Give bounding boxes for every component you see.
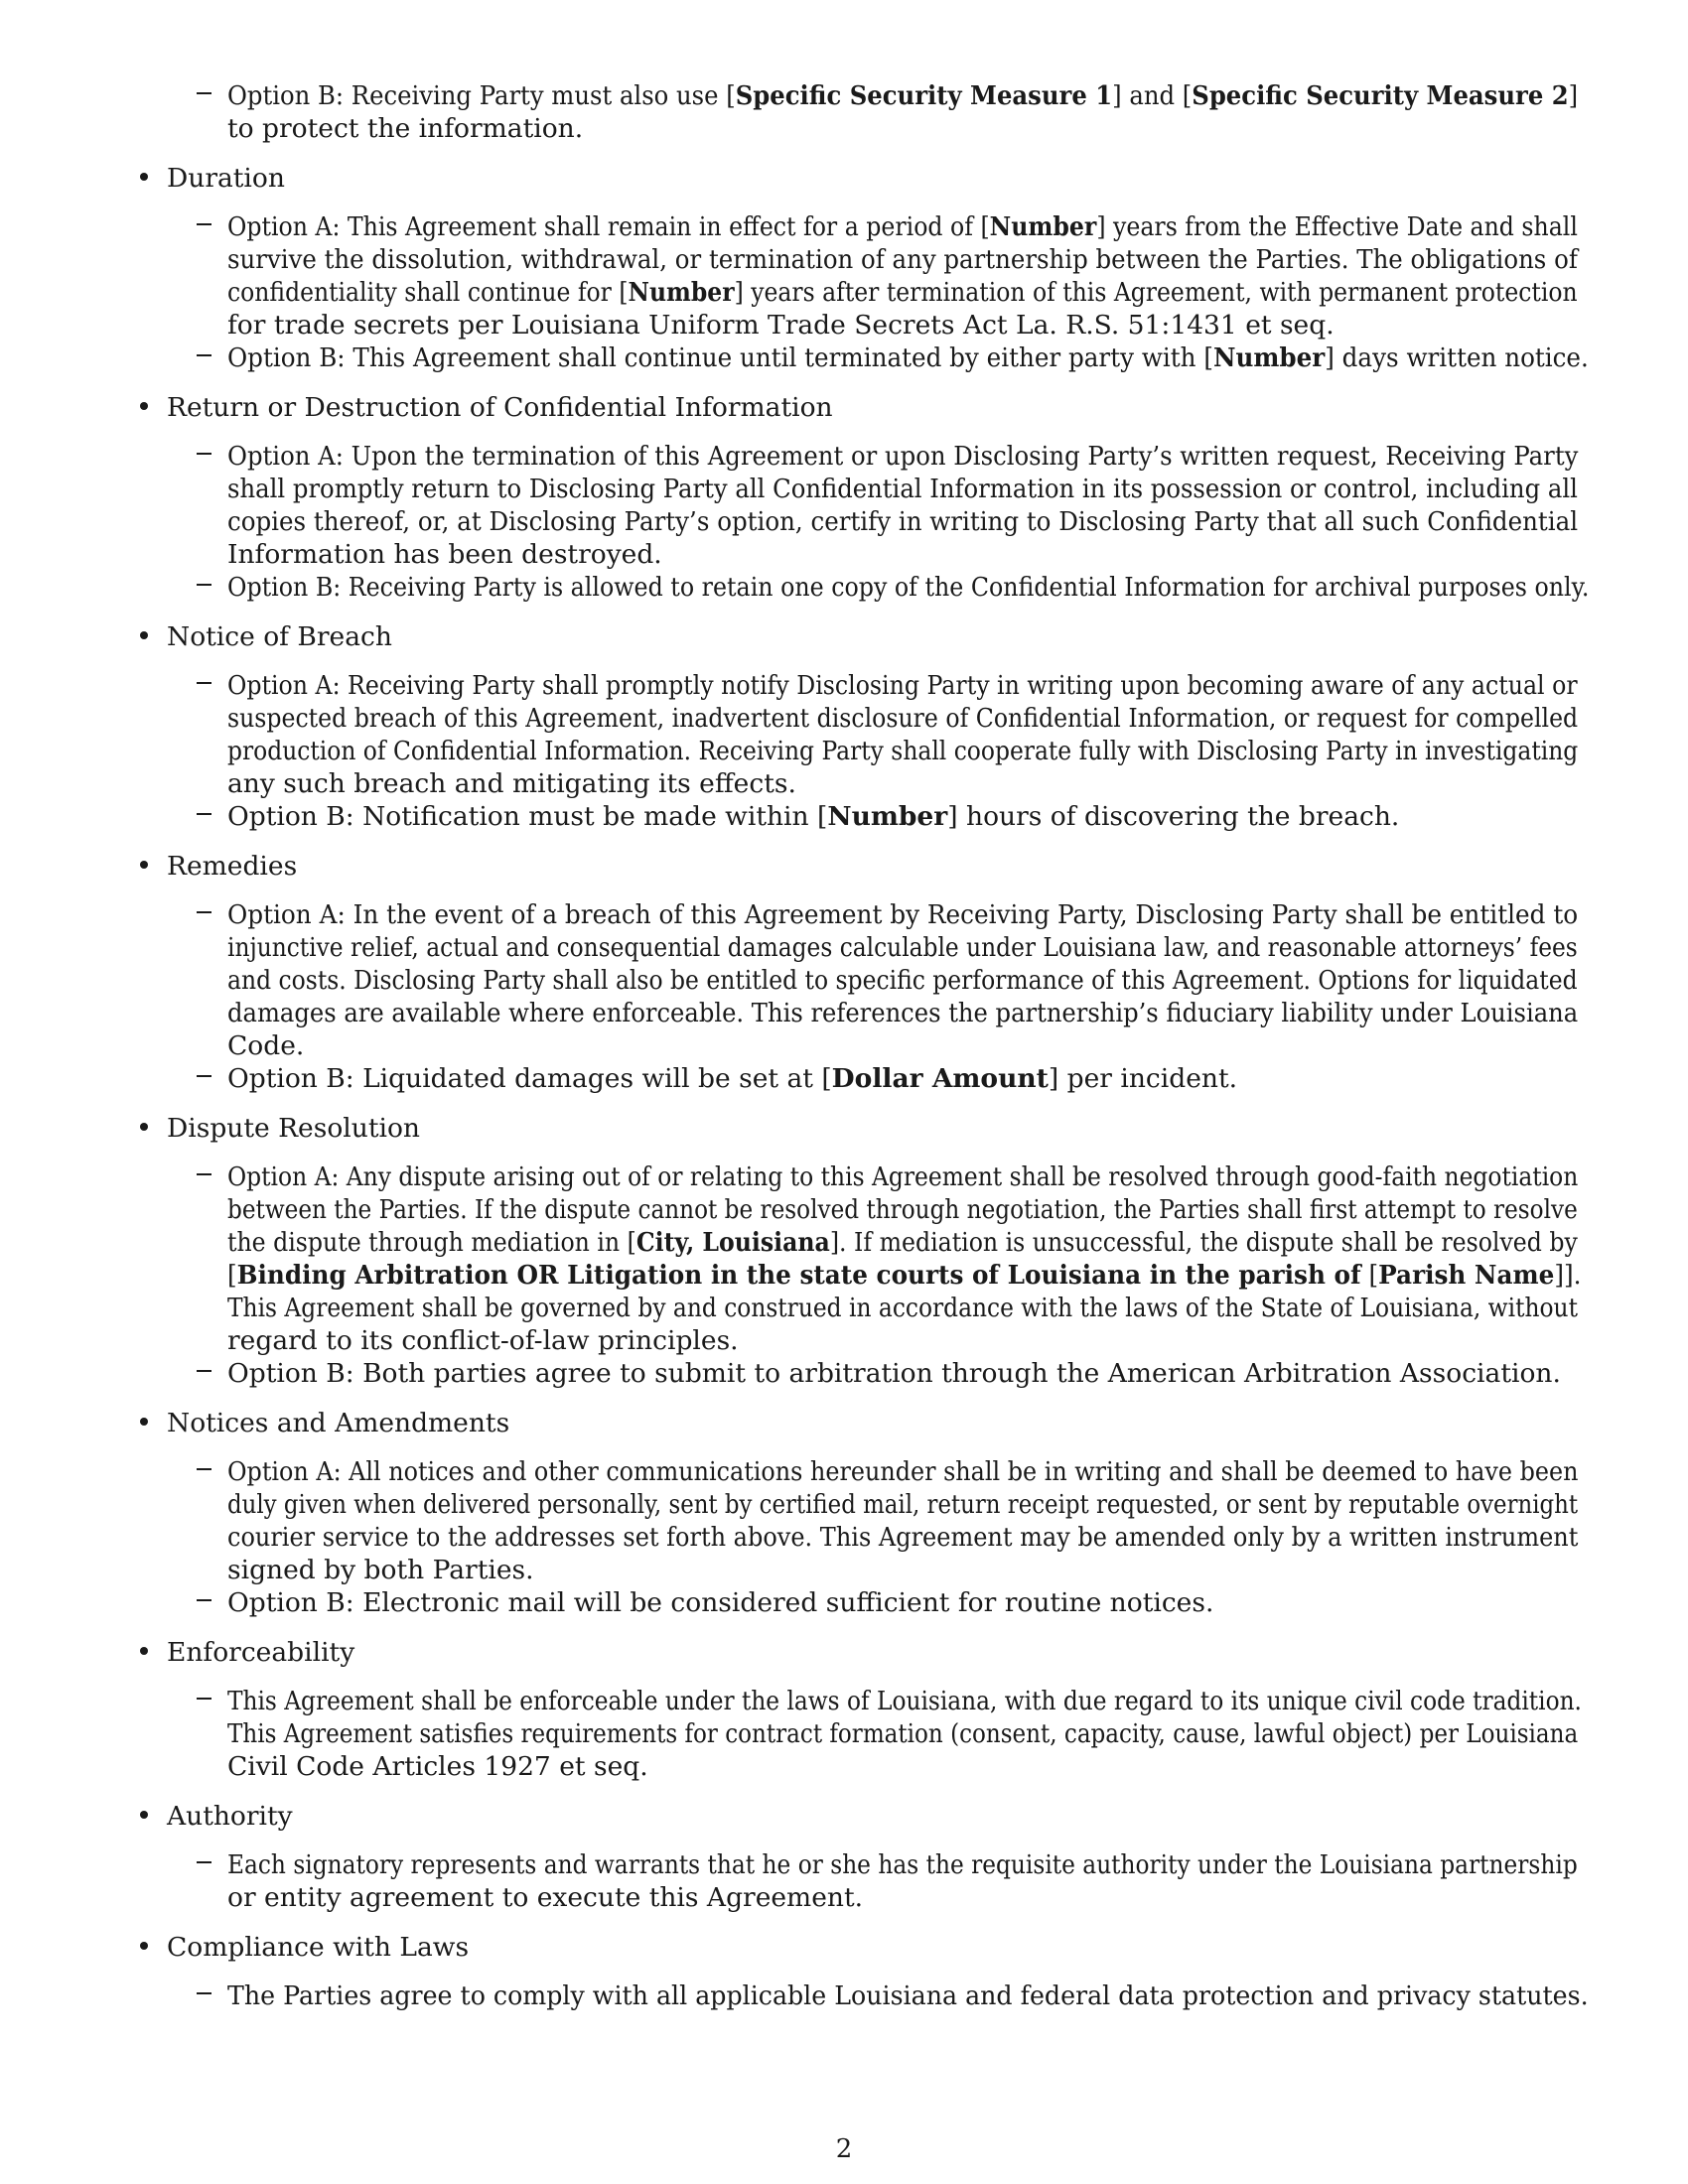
clause-text-line bbox=[227, 1717, 1578, 1750]
clause-text-line bbox=[227, 964, 1578, 997]
text-run: confidentiality shall continue for [ bbox=[227, 277, 629, 308]
clause-text-line bbox=[227, 702, 1578, 735]
text-run: signed by both Parties. bbox=[227, 1555, 534, 1585]
text-run: courier service to the addresses set forth above. This Agreement may be amended only by a written instrument bbox=[227, 1522, 1579, 1553]
text-run: Each signatory represents and warrants that he or she has the requisite authority under the Louisiana partnership bbox=[227, 1849, 1578, 1880]
clause-text-line bbox=[227, 505, 1578, 538]
dash-marker bbox=[197, 1992, 211, 1994]
placeholder-field: Number bbox=[628, 277, 735, 308]
dash-marker bbox=[197, 223, 211, 225]
text-run: ]. If mediation is unsuccessful, the dispute shall be resolved by bbox=[829, 1227, 1578, 1258]
dash-marker bbox=[197, 354, 211, 356]
text-run: Dispute Resolution bbox=[167, 1113, 420, 1144]
clause-text-line bbox=[227, 1488, 1578, 1521]
clause-text-line bbox=[227, 931, 1578, 964]
text-run: injunctive relief, actual and consequential damages calculable under Louisiana law, and reasonable attorneys’ fees bbox=[227, 932, 1578, 963]
text-run: Option A: Receiving Party shall promptly notify Disclosing Party in writing upon becoming aware of any actual or bbox=[227, 670, 1578, 701]
text-run: duly given when delivered personally, sent by certified mail, return receipt requested, or sent by reputable overnight bbox=[227, 1489, 1579, 1520]
text-run: shall promptly return to Disclosing Party all Confidential Information in its possession or control, including all bbox=[227, 474, 1578, 504]
text-run: survive the dissolution, withdrawal, or termination of any partnership between the Parties. The obligations of bbox=[227, 244, 1578, 275]
clause-option-line bbox=[227, 1586, 1213, 1619]
clause-option-line bbox=[227, 440, 1578, 473]
text-run: Enforceability bbox=[167, 1637, 355, 1668]
text-run: Option A: In the event of a breach of this Agreement by Receiving Party, Disclosing Party shall be entitled to bbox=[227, 899, 1579, 930]
text-run: Notice of Breach bbox=[167, 621, 392, 652]
clause-option-line bbox=[227, 1455, 1578, 1488]
text-run: This Agreement satisfies requirements for contract formation (consent, capacity, cause, lawful object) per Louisiana bbox=[227, 1718, 1579, 1749]
text-run: ] bbox=[1568, 80, 1579, 111]
section-heading bbox=[167, 1800, 293, 1833]
dash-marker bbox=[197, 1075, 211, 1077]
text-run: for trade secrets per Louisiana Uniform Trade Secrets Act La. R.S. 51:1431 et seq. bbox=[227, 310, 1335, 341]
clause-option-line bbox=[227, 669, 1578, 702]
text-run: ] years from the Effective Date and shall bbox=[1096, 211, 1578, 242]
text-run: or entity agreement to execute this Agreement. bbox=[227, 1882, 864, 1913]
dash-marker bbox=[197, 584, 211, 586]
clause-text-line bbox=[227, 538, 662, 571]
dash-marker bbox=[197, 911, 211, 913]
dash-marker bbox=[197, 92, 211, 94]
clause-option-line bbox=[227, 1357, 1561, 1390]
placeholder-field: Binding Arbitration OR Litigation in the state courts of Louisiana in the parish of bbox=[236, 1260, 1361, 1291]
placeholder-field: Number bbox=[1212, 342, 1326, 373]
clause-text-line bbox=[227, 309, 1335, 341]
clause-option-line bbox=[227, 898, 1578, 931]
text-run: Civil Code Articles 1927 et seq. bbox=[227, 1751, 648, 1782]
text-run: Option A: All notices and other communications hereunder shall be in writing and shall be deemed to have been bbox=[227, 1456, 1579, 1487]
text-run: production of Confidential Information. Receiving Party shall cooperate fully with Disclosing Party in investigating bbox=[227, 736, 1579, 766]
text-run: Compliance with Laws bbox=[167, 1932, 470, 1963]
text-run: Option B: This Agreement shall continue until terminated by either party with [ bbox=[227, 342, 1213, 373]
dash-marker bbox=[197, 1861, 211, 1863]
text-run: Option B: Both parties agree to submit to arbitration through the American Arbitration Association. bbox=[227, 1358, 1561, 1389]
bullet-marker bbox=[140, 1942, 148, 1950]
clause-text-line bbox=[227, 997, 1578, 1029]
text-run: ] years after termination of this Agreement, with permanent protection bbox=[734, 277, 1578, 308]
text-run: Remedies bbox=[167, 851, 298, 882]
text-run: [ bbox=[1360, 1260, 1379, 1291]
section-heading bbox=[167, 1407, 509, 1439]
dash-marker bbox=[197, 1173, 211, 1175]
text-run: between the Parties. If the dispute cannot be resolved through negotiation, the Parties shall first attempt to resolve bbox=[227, 1194, 1578, 1225]
bullet-marker bbox=[140, 1647, 148, 1655]
placeholder-field: Dollar Amount bbox=[831, 1063, 1049, 1094]
placeholder-field: Number bbox=[827, 801, 948, 832]
placeholder-field: Specific Security Measure 1 bbox=[735, 80, 1113, 111]
text-run: Option A: Upon the termination of this Agreement or upon Disclosing Party’s written request, Receiving Party bbox=[227, 441, 1579, 472]
clause-text-line bbox=[227, 473, 1578, 505]
text-run: Option B: Receiving Party is allowed to retain one copy of the Confidential Information for archival purposes only. bbox=[227, 572, 1590, 603]
dash-marker bbox=[197, 453, 211, 455]
text-run: damages are available where enforceable. This references the partnership’s fiduciary liability under Louisiana bbox=[227, 998, 1579, 1028]
clause-text-line bbox=[227, 1554, 534, 1586]
page-number: 2 bbox=[835, 2134, 853, 2164]
dash-marker bbox=[197, 1468, 211, 1470]
clause-text-line bbox=[227, 1029, 304, 1062]
bullet-marker bbox=[140, 861, 148, 869]
section-heading bbox=[167, 620, 392, 653]
text-run: Option B: Notification must be made within [ bbox=[227, 801, 828, 832]
clause-text-line bbox=[227, 1259, 1582, 1292]
text-run: The Parties agree to comply with all applicable Louisiana and federal data protection and privacy statutes. bbox=[227, 1980, 1589, 2011]
clause-option-line bbox=[227, 341, 1589, 374]
bullet-marker bbox=[140, 1418, 148, 1426]
clause-option-line bbox=[227, 1979, 1589, 2012]
dash-marker bbox=[197, 1599, 211, 1601]
clause-text-line bbox=[227, 735, 1578, 767]
clause-text-line bbox=[227, 112, 583, 145]
clause-text-line bbox=[227, 1881, 863, 1914]
text-run: Duration bbox=[167, 163, 285, 194]
placeholder-field: Parish Name bbox=[1378, 1260, 1555, 1291]
text-run: Notices and Amendments bbox=[167, 1408, 510, 1438]
text-run: ] per incident. bbox=[1048, 1063, 1238, 1094]
text-run: Option B: Receiving Party must also use [ bbox=[227, 80, 736, 111]
bullet-marker bbox=[140, 631, 148, 639]
clause-option-line bbox=[227, 79, 1578, 112]
clause-option-line bbox=[227, 1062, 1237, 1095]
text-run: to protect the information. bbox=[227, 113, 584, 144]
text-run: Return or Destruction of Confidential Information bbox=[167, 392, 833, 423]
dash-marker bbox=[197, 1698, 211, 1700]
text-run: [ bbox=[227, 1260, 237, 1291]
text-run: Code. bbox=[227, 1030, 305, 1061]
text-run: and costs. Disclosing Party shall also be entitled to specific performance of this Agreement. Options for liquidated bbox=[227, 965, 1578, 996]
placeholder-field: City, Louisiana bbox=[635, 1227, 830, 1258]
placeholder-field: Specific Security Measure 2 bbox=[1192, 80, 1569, 111]
text-run: This Agreement shall be governed by and construed in accordance with the laws of the State of Louisiana, without bbox=[227, 1293, 1578, 1323]
clause-text-line bbox=[227, 1750, 648, 1783]
text-run: any such breach and mitigating its effects. bbox=[227, 768, 796, 799]
text-run: ]]. bbox=[1554, 1260, 1582, 1291]
bullet-marker bbox=[140, 402, 148, 410]
text-run: suspected breach of this Agreement, inadvertent disclosure of Confidential Information, or request for compelled bbox=[227, 703, 1579, 734]
text-run: copies thereof, or, at Disclosing Party’s option, certify in writing to Disclosing Party that all such Confidential bbox=[227, 506, 1579, 537]
text-run: the dispute through mediation in [ bbox=[227, 1227, 636, 1258]
clause-option-line bbox=[227, 1160, 1578, 1193]
bullet-marker bbox=[140, 1123, 148, 1131]
text-run: Option A: Any dispute arising out of or relating to this Agreement shall be resolved through good-faith negotiation bbox=[227, 1161, 1579, 1192]
text-run: ] days written notice. bbox=[1325, 342, 1589, 373]
clause-text-line bbox=[227, 1521, 1578, 1554]
clause-option-line bbox=[227, 800, 1399, 833]
section-heading bbox=[167, 1112, 420, 1145]
text-run: ] hours of discovering the breach. bbox=[947, 801, 1400, 832]
section-heading bbox=[167, 1636, 354, 1669]
section-heading bbox=[167, 850, 297, 883]
dash-marker bbox=[197, 1370, 211, 1372]
text-run: Option A: This Agreement shall remain in effect for a period of [ bbox=[227, 211, 990, 242]
bullet-marker bbox=[140, 1811, 148, 1819]
text-run: Option B: Liquidated damages will be set at [ bbox=[227, 1063, 832, 1094]
placeholder-field: Number bbox=[989, 211, 1097, 242]
text-run: Authority bbox=[167, 1801, 293, 1832]
section-heading bbox=[167, 162, 285, 195]
clause-text-line bbox=[227, 767, 796, 800]
clause-text-line bbox=[227, 1324, 739, 1357]
dash-marker bbox=[197, 813, 211, 815]
clause-text-line bbox=[227, 243, 1578, 276]
clause-option-line bbox=[227, 1685, 1582, 1717]
text-run: Information has been destroyed. bbox=[227, 539, 662, 570]
clause-option-line bbox=[227, 571, 1589, 604]
text-run: Option B: Electronic mail will be considered sufficient for routine notices. bbox=[227, 1587, 1214, 1618]
clause-text-line bbox=[227, 1226, 1578, 1259]
clause-text-line bbox=[227, 1193, 1578, 1226]
clause-option-line bbox=[227, 210, 1578, 243]
text-run: ] and [ bbox=[1112, 80, 1193, 111]
clause-text-line bbox=[227, 1292, 1578, 1324]
clause-option-line bbox=[227, 1848, 1578, 1881]
section-heading bbox=[167, 391, 833, 424]
dash-marker bbox=[197, 682, 211, 684]
clause-text-line bbox=[227, 276, 1578, 309]
bullet-marker bbox=[140, 173, 148, 181]
text-run: regard to its conflict-of-law principles. bbox=[227, 1325, 739, 1356]
section-heading bbox=[167, 1931, 469, 1964]
text-run: This Agreement shall be enforceable under the laws of Louisiana, with due regard to its unique civil code tradition. bbox=[227, 1686, 1582, 1716]
